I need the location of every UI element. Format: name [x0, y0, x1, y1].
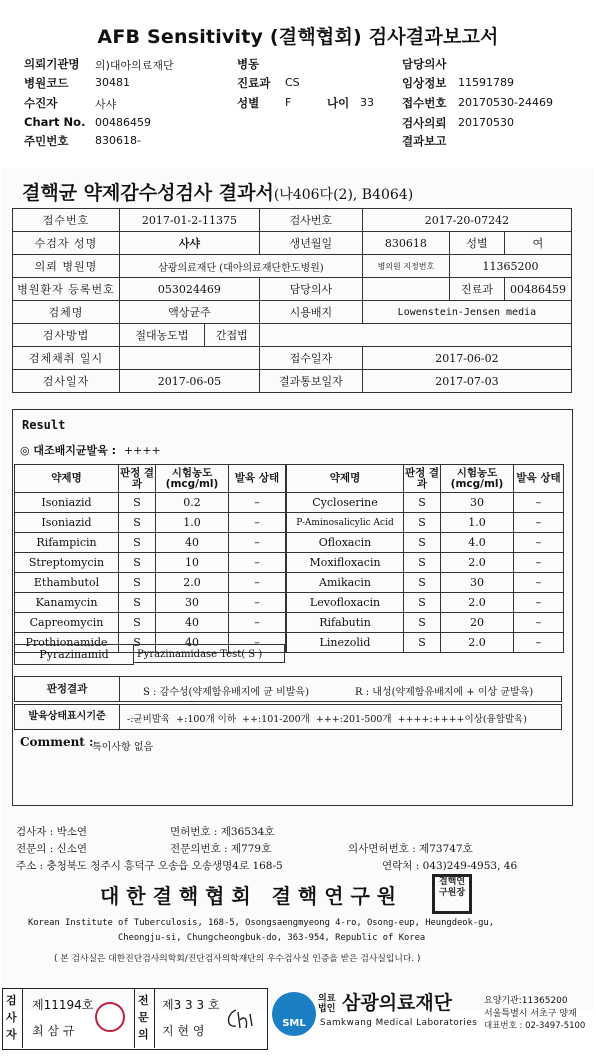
- header-key: 담당의사: [402, 57, 447, 71]
- drug-name: Ofloxacin: [287, 533, 404, 553]
- divider: [22, 988, 23, 1048]
- drug-growth: –: [514, 573, 564, 593]
- drug-concentration: 1.0: [441, 513, 514, 533]
- header-key: 나이: [327, 96, 350, 110]
- drug-name: Levofloxacin: [287, 593, 404, 613]
- drug-name: Cycloserine: [287, 493, 404, 513]
- legend-key: 판정결과: [15, 677, 120, 701]
- tester-line: 검사자 : 박소연: [16, 826, 88, 838]
- drug-row: [15, 513, 286, 533]
- info-key: 담당의사: [259, 278, 362, 301]
- drug-name: Isoniazid: [15, 513, 119, 533]
- drug-name: P-Aminosalicylic Acid: [287, 513, 404, 533]
- col-header: 판정 결과: [404, 465, 441, 493]
- col-header: 발육 상태: [229, 465, 286, 493]
- drug-name: Ethambutol: [15, 573, 119, 593]
- drug-row: [287, 633, 564, 653]
- control-growth: [20, 442, 161, 458]
- doc-no: 제3 3 3 호: [162, 998, 220, 1012]
- drug-growth: –: [229, 493, 286, 513]
- accreditation-note: ( 본 검사실은 대한진단검사의학회/진단검사의학재단의 우수검사실 인증을 받은 검사실입니다. ): [54, 954, 421, 964]
- legend-growth: [14, 704, 562, 730]
- drug-concentration: 30: [441, 493, 514, 513]
- drug-result: S: [119, 613, 156, 633]
- header-value: 20170530: [458, 116, 514, 129]
- info-key: 검사일자: [13, 370, 120, 393]
- report-subtitle: [22, 178, 413, 205]
- drug-growth: –: [514, 593, 564, 613]
- drug-row: [15, 553, 286, 573]
- institution-code: 요양기관:11365200: [484, 996, 568, 1006]
- info-value: 00486459: [505, 278, 572, 301]
- drug-row: [287, 553, 564, 573]
- header-key: 주민번호: [24, 134, 69, 148]
- drug-row: [287, 533, 564, 553]
- drug-name: Linezolid: [287, 633, 404, 653]
- header-value: 830618-: [95, 134, 141, 147]
- org-prefix: 의료법인: [318, 994, 336, 1014]
- info-value: 여: [505, 232, 572, 255]
- header-value: 사샤: [95, 98, 117, 111]
- divider: [134, 988, 135, 1048]
- drug-result: S: [119, 493, 156, 513]
- drug-name: Rifabutin: [287, 613, 404, 633]
- drug-result: S: [404, 493, 441, 513]
- comment-value: 특이사항 없음: [92, 742, 154, 753]
- org-name: 삼광의료재단: [342, 992, 453, 1014]
- specialist-no: 전문의번호 : 제779호: [170, 843, 272, 855]
- pza-test: Pyrazinamidase Test( S ): [133, 644, 285, 663]
- drug-concentration: 40: [156, 613, 229, 633]
- info-key: 결과통보일자: [259, 370, 362, 393]
- drug-row: [15, 493, 286, 513]
- tester-name: 최 삼 규: [32, 1024, 75, 1038]
- info-key: 접수번호: [13, 209, 120, 232]
- info-key: 성별: [450, 232, 505, 255]
- header-value: 30481: [95, 76, 130, 89]
- info-value: 절대농도법: [120, 324, 205, 347]
- pza-name: Pyrazinamid: [14, 644, 134, 665]
- drug-result: S: [119, 533, 156, 553]
- info-value: 830618: [362, 232, 449, 255]
- address-line: 주소 : 충청북도 청주시 흥덕구 오송읍 오송생명4로 168-5: [16, 860, 283, 872]
- info-key: 병원환자 등록번호: [13, 278, 120, 301]
- info-value: 삼광의료재단 (대아의료재단한도병원): [120, 255, 363, 278]
- drug-name: Moxifloxacin: [287, 553, 404, 573]
- info-value: 11365200: [450, 255, 572, 278]
- header-key: 병동: [237, 57, 260, 71]
- drug-row: [15, 593, 286, 613]
- info-value: 액상균주: [120, 301, 260, 324]
- drug-result: S: [119, 553, 156, 573]
- drug-concentration: 2.0: [441, 593, 514, 613]
- drug-growth: –: [229, 613, 286, 633]
- divider: [154, 988, 155, 1048]
- info-empty: [259, 324, 571, 347]
- drug-name: Isoniazid: [15, 493, 119, 513]
- header-value: 의)대아의료재단: [95, 59, 174, 72]
- doc-signature: [224, 1006, 258, 1032]
- drug-name: Capreomycin: [15, 613, 119, 633]
- info-value: [120, 347, 260, 370]
- tester-license: 면허번호 : 제36534호: [170, 826, 275, 838]
- drug-row: [287, 493, 564, 513]
- info-key: 검사번호: [259, 209, 362, 232]
- drug-concentration: 2.0: [441, 633, 514, 653]
- drug-growth: –: [229, 513, 286, 533]
- header-value: 00486459: [95, 116, 151, 129]
- info-value: 2017-07-03: [362, 370, 571, 393]
- header-value: 20170530-24469: [458, 96, 553, 109]
- tester-no: 제11194호: [32, 998, 94, 1012]
- header-key: 진료과: [237, 76, 271, 90]
- info-value: 2017-06-05: [120, 370, 260, 393]
- drug-name: Rifampicin: [15, 533, 119, 553]
- header-key: 병원코드: [24, 76, 69, 90]
- header-key: 성별: [237, 96, 260, 110]
- header-key: 수진자: [24, 96, 58, 110]
- info-value: [362, 278, 449, 301]
- col-header: 약제명: [287, 465, 404, 493]
- drug-concentration: 30: [156, 593, 229, 613]
- specialist-line: 전문의 : 신소연: [16, 843, 88, 855]
- header-value: 11591789: [458, 76, 514, 89]
- drug-growth: –: [229, 573, 286, 593]
- tester-stamp: [95, 1002, 125, 1032]
- org-address-en-2: Cheongju-si, Chungcheongbuk-do, 363-954, Republic of Korea: [118, 933, 426, 943]
- signature-strip: [0, 986, 596, 1052]
- info-key: 검사방법: [13, 324, 120, 347]
- legend-s: S : 감수성(약제함유배지에 균 비발육): [143, 687, 309, 698]
- drug-growth: –: [514, 553, 564, 573]
- drug-result: S: [404, 513, 441, 533]
- header-key: 검사의뢰: [402, 116, 447, 130]
- header-value: CS: [285, 76, 300, 89]
- info-key: 진료과: [450, 278, 505, 301]
- drug-concentration: 30: [441, 573, 514, 593]
- legend-r: R : 내성(약제함유배지에 + 이상 균발육): [355, 687, 534, 698]
- info-value: 2017-06-02: [362, 347, 571, 370]
- tester-label: 검사자: [6, 994, 17, 1041]
- org-address-en: Korean Institute of Tuberculosis, 168-5, Osongsaengmyeong 4-ro, Osong-eup, Heungdeok-gu,: [28, 918, 495, 928]
- sml-logo-text: SML: [282, 1018, 306, 1029]
- drug-result: S: [404, 613, 441, 633]
- header-key: 결과보고: [402, 134, 447, 148]
- header-value: 33: [360, 96, 374, 109]
- phone-line: 연락처 : 043)249-4953, 46: [382, 860, 518, 872]
- drug-result: S: [404, 633, 441, 653]
- report-title: AFB Sensitivity (결핵협회) 검사결과보고서: [97, 26, 499, 48]
- drug-growth: –: [229, 553, 286, 573]
- drug-name: Amikacin: [287, 573, 404, 593]
- drug-name: Kanamycin: [15, 593, 119, 613]
- drug-result: S: [404, 553, 441, 573]
- info-key: 병의원 지정번호: [362, 255, 449, 278]
- drug-result: S: [404, 573, 441, 593]
- org-seal: [432, 874, 472, 914]
- drug-row: [287, 573, 564, 593]
- doc-name: 지 현 영: [162, 1024, 205, 1038]
- control-label: ◎ 대조배지균발육 :: [20, 444, 117, 457]
- drug-concentration: 10: [156, 553, 229, 573]
- drug-concentration: 4.0: [441, 533, 514, 553]
- drug-row: [15, 533, 286, 553]
- drug-row: [287, 513, 564, 533]
- info-value: 사샤: [120, 232, 260, 255]
- drug-growth: –: [514, 613, 564, 633]
- drug-growth: –: [514, 533, 564, 553]
- info-value: Lowenstein-Jensen media: [362, 301, 571, 324]
- drug-concentration: 40: [156, 533, 229, 553]
- info-value: 2017-20-07242: [362, 209, 571, 232]
- col-header: 시험농도 (mcg/ml): [441, 465, 514, 493]
- header-key: 의뢰기관명: [24, 57, 80, 71]
- drug-row: [287, 613, 564, 633]
- col-header: 시험농도 (mcg/ml): [156, 465, 229, 493]
- org-seal-text: 결핵연구원장: [438, 877, 466, 898]
- col-header: 발육 상태: [514, 465, 564, 493]
- header-key: 임상정보: [402, 76, 447, 90]
- info-key: 생년월일: [259, 232, 362, 255]
- drug-growth: –: [514, 493, 564, 513]
- info-key: 수검자 성명: [13, 232, 120, 255]
- drug-result: S: [404, 593, 441, 613]
- comment-label: Comment :: [20, 735, 94, 749]
- drug-rows-right: [287, 493, 564, 653]
- drug-concentration: 20: [441, 613, 514, 633]
- drug-growth: –: [514, 633, 564, 653]
- info-value: 간접법: [204, 324, 259, 347]
- drug-row: [287, 593, 564, 613]
- info-key: 의뢰 병원명: [13, 255, 120, 278]
- result-label: Result: [22, 418, 66, 432]
- report-code: (나406다(2), B4064): [273, 187, 414, 203]
- info-key: 접수일자: [259, 347, 362, 370]
- drug-concentration: 40: [156, 633, 229, 653]
- legend-growth-text: -:균비발육 +:100개 이하 ++:101-200개 +++:201-500개 ++++:++++이상(융합발육): [127, 714, 527, 725]
- drug-result: S: [119, 633, 156, 653]
- info-key: 검체명: [13, 301, 120, 324]
- info-key: 시용배지: [259, 301, 362, 324]
- drug-growth: –: [514, 513, 564, 533]
- report-subtitle-text: 결핵균 약제감수성검사 결과서: [22, 182, 274, 204]
- header-value: F: [285, 96, 292, 109]
- org-name-kr: 대 한 결 핵 협 회 결 핵 연 구 원: [100, 884, 397, 908]
- drug-row: [15, 573, 286, 593]
- drug-row: [15, 613, 286, 633]
- drug-concentration: 2.0: [156, 573, 229, 593]
- drug-concentration: 1.0: [156, 513, 229, 533]
- info-key: 검체채취 일시: [13, 347, 120, 370]
- drug-growth: –: [229, 593, 286, 613]
- col-header: 판정 결과: [119, 465, 156, 493]
- drug-table-right: [286, 464, 564, 653]
- header-key: Chart No.: [24, 115, 86, 129]
- legend-result: [14, 676, 562, 702]
- drug-result: S: [119, 593, 156, 613]
- drug-name: Prothionamide: [15, 633, 119, 653]
- drug-growth: –: [229, 533, 286, 553]
- drug-concentration: 2.0: [441, 553, 514, 573]
- drug-result: S: [119, 513, 156, 533]
- doc-label: 전문의: [138, 994, 149, 1041]
- org-en: Samkwang Medical Laboratories: [320, 1018, 478, 1028]
- legend-key: 발육상태표시기준: [15, 705, 120, 729]
- org-address: 서울특별시 서초구 양재: [484, 1009, 577, 1019]
- drug-result: S: [119, 573, 156, 593]
- header-key: 접수번호: [402, 96, 447, 110]
- drug-result: S: [404, 533, 441, 553]
- doctor-license: 의사면허번호 : 제73747호: [348, 843, 473, 855]
- org-phone: 대표번호 : 02-3497-5100: [484, 1021, 586, 1031]
- sml-logo: [272, 992, 316, 1036]
- drug-rows-left: [15, 493, 286, 653]
- drug-growth: –: [229, 633, 286, 653]
- control-value: ++++: [123, 444, 161, 457]
- info-value: 053024469: [120, 278, 260, 301]
- drug-concentration: 0.2: [156, 493, 229, 513]
- col-header: 약제명: [15, 465, 119, 493]
- info-table: [12, 208, 572, 393]
- drug-table-left: [14, 464, 286, 653]
- drug-name: Streptomycin: [15, 553, 119, 573]
- info-value: 2017-01-2-11375: [120, 209, 260, 232]
